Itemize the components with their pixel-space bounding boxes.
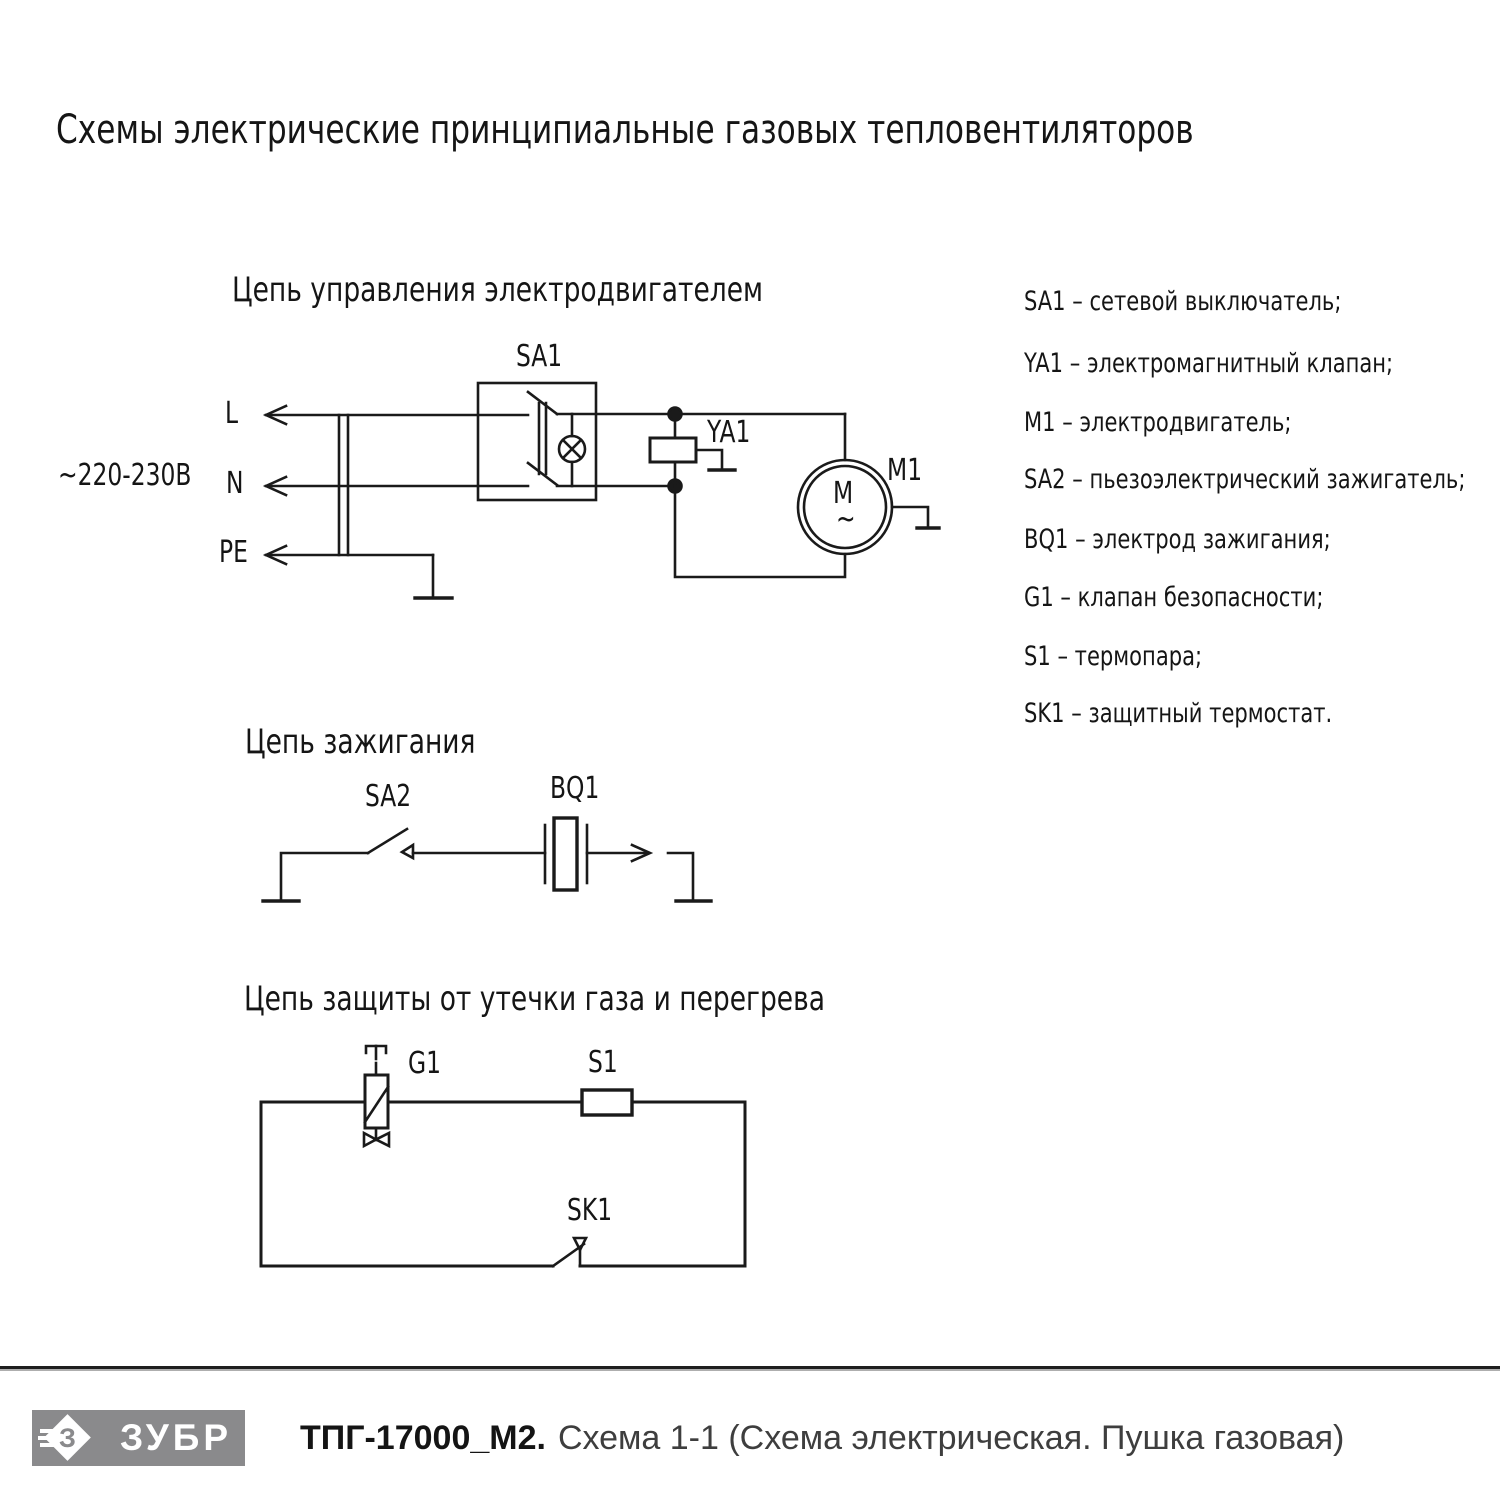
g1-bowtie-right	[376, 1133, 389, 1146]
sk1-triangle	[574, 1238, 586, 1250]
sk1-thermostat-symbol	[553, 1238, 586, 1266]
logo-dash-icon	[40, 1429, 56, 1433]
voltage-label: ~220-230В	[58, 458, 192, 493]
page-title: Схемы электрические принципиальные газовых тепловентиляторов	[56, 107, 1194, 153]
legend-item: G1 – клапан безопасности;	[1024, 582, 1324, 613]
sa1-blade-top	[528, 392, 557, 414]
zubr-logo	[32, 1410, 245, 1466]
legend-item: M1 – электродвигатель;	[1024, 407, 1292, 438]
logo-dash-icon	[40, 1443, 56, 1447]
bq1-body	[554, 818, 577, 890]
s1-label: S1	[588, 1045, 618, 1080]
ya1-label: YA1	[707, 415, 751, 450]
zubr-z-glyph: З	[59, 1423, 76, 1453]
g1-label: G1	[408, 1046, 442, 1081]
ignition-earth-lead	[668, 853, 693, 899]
sk1-label: SK1	[567, 1193, 613, 1228]
schema-caption: Схема 1-1 (Схема электрическая. Пушка газовая)	[557, 1419, 1345, 1457]
g1-diagonal	[365, 1087, 388, 1122]
protection-circuit-graphic	[261, 1046, 745, 1266]
motor-ac-mark: ~	[836, 502, 856, 537]
footer-separator	[0, 1366, 1500, 1369]
line-l-label: L	[225, 396, 239, 431]
legend-item: YA1 – электромагнитный клапан;	[1024, 348, 1394, 379]
ignition-circuit-title: Цепь зажигания	[245, 722, 476, 762]
sa1-label: SA1	[516, 339, 563, 374]
g1-body	[365, 1075, 388, 1128]
model-number: ТПГ-17000_М2.	[300, 1419, 546, 1457]
sa1-blade-bottom	[528, 463, 557, 485]
legend-item: S1 – термопара;	[1024, 641, 1203, 672]
line-pe-label: PE	[219, 535, 248, 570]
ignition-circuit-graphic	[263, 818, 711, 901]
legend-item: SK1 – защитный термостат.	[1024, 698, 1333, 729]
ya1-earth-lead	[696, 450, 722, 468]
footer-caption-line	[300, 1414, 1344, 1462]
motor-earth-lead	[892, 507, 928, 526]
control-circuit-title: Цепь управления электродвигателем	[232, 270, 764, 310]
legend-item: SA2 – пьезоэлектрический зажигатель;	[1024, 464, 1466, 495]
sa2-blade	[368, 829, 407, 853]
protection-circuit-title: Цепь защиты от утечки газа и перегрева	[244, 979, 826, 1019]
ignition-wire-left	[281, 853, 368, 899]
s1-body	[582, 1090, 632, 1115]
legend-item: SA1 – сетевой выключатель;	[1024, 286, 1342, 317]
legend-item: BQ1 – электрод зажигания;	[1024, 524, 1331, 555]
sa2-label: SA2	[365, 779, 412, 814]
brand-name: ЗУБР	[120, 1417, 233, 1458]
bq1-label: BQ1	[550, 771, 600, 806]
motor-letter: M	[833, 476, 854, 511]
sa2-contact-triangle	[402, 845, 413, 858]
motor-return-wire	[675, 486, 845, 577]
line-n-label: N	[226, 466, 244, 501]
logo-dash-icon	[38, 1436, 56, 1440]
g1-valve-symbol	[364, 1046, 389, 1146]
ya1-coil	[650, 438, 696, 462]
m1-label: M1	[887, 453, 923, 488]
